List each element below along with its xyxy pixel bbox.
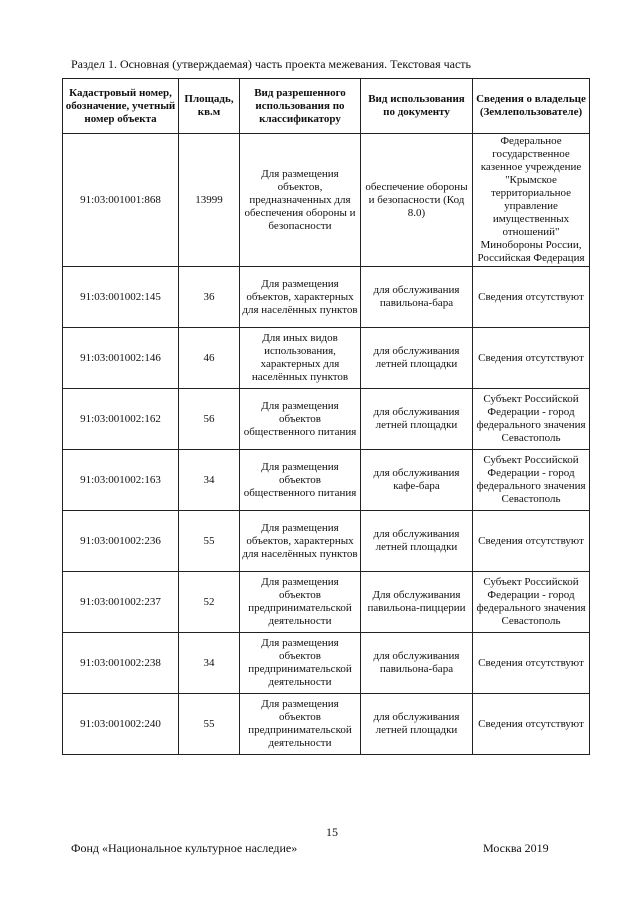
cell-area: 56 <box>179 389 240 450</box>
cell-doc-use: обеспечение обороны и безопасности (Код 8.0) <box>361 134 473 267</box>
cell-permitted-use: Для размещения объектов общественного питания <box>240 389 361 450</box>
cell-owner: Субъект Российской Федерации - город федерального значения Севастополь <box>473 572 590 633</box>
cell-owner: Сведения отсутствуют <box>473 328 590 389</box>
cell-owner: Сведения отсутствуют <box>473 694 590 755</box>
cell-permitted-use: Для размещения объектов предпринимательской деятельности <box>240 572 361 633</box>
cell-owner: Субъект Российской Федерации - город федерального значения Севастополь <box>473 450 590 511</box>
cell-doc-use: для обслуживания летней площадки <box>361 694 473 755</box>
cell-doc-use: для обслуживания летней площадки <box>361 389 473 450</box>
cell-permitted-use: Для размещения объектов, характерных для населённых пунктов <box>240 267 361 328</box>
table-header-row <box>63 79 590 134</box>
cell-cadastral: 91:03:001002:236 <box>63 511 179 572</box>
cell-cadastral: 91:03:001002:163 <box>63 450 179 511</box>
cell-area: 55 <box>179 694 240 755</box>
cell-doc-use: для обслуживания павильона-бара <box>361 633 473 694</box>
table-row <box>63 694 590 755</box>
cell-area: 34 <box>179 633 240 694</box>
cell-permitted-use: Для размещения объектов общественного питания <box>240 450 361 511</box>
cell-doc-use: Для обслуживания павильона-пиццерии <box>361 572 473 633</box>
header-area: Площадь, кв.м <box>179 79 240 134</box>
cell-owner: Сведения отсутствуют <box>473 633 590 694</box>
cell-cadastral: 91:03:001002:162 <box>63 389 179 450</box>
table-row <box>63 572 590 633</box>
section-title: Раздел 1. Основная (утверждаемая) часть проекта межевания. Текстовая часть <box>71 57 472 71</box>
cell-owner: Федеральное государственное казенное учреждение "Крымское территориальное управление имущественных отношений" Минобороны России, Российская Федерация <box>473 134 590 267</box>
cell-permitted-use: Для размещения объектов предпринимательской деятельности <box>240 633 361 694</box>
cell-doc-use: для обслуживания летней площадки <box>361 328 473 389</box>
header-owner: Сведения о владельце (Землепользователе) <box>473 79 590 134</box>
land-plots-table <box>62 78 590 755</box>
table-row <box>63 267 590 328</box>
cell-cadastral: 91:03:001002:240 <box>63 694 179 755</box>
table-row <box>63 450 590 511</box>
table-row <box>63 633 590 694</box>
cell-area: 46 <box>179 328 240 389</box>
cell-area: 34 <box>179 450 240 511</box>
cell-permitted-use: Для размещения объектов предпринимательской деятельности <box>240 694 361 755</box>
footer-organization: Фонд «Национальное культурное наследие» <box>71 841 298 855</box>
page-number: 15 <box>326 825 338 839</box>
cell-doc-use: для обслуживания павильона-бара <box>361 267 473 328</box>
table-row <box>63 389 590 450</box>
header-cadastral: Кадастровый номер, обозначение, учетный номер объекта <box>63 79 179 134</box>
cell-cadastral: 91:03:001002:237 <box>63 572 179 633</box>
table-row <box>63 134 590 267</box>
cell-permitted-use: Для иных видов использования, характерных для населённых пунктов <box>240 328 361 389</box>
cell-cadastral: 91:03:001002:146 <box>63 328 179 389</box>
footer-city-year: Москва 2019 <box>483 841 549 855</box>
cell-cadastral: 91:03:001001:868 <box>63 134 179 267</box>
cell-doc-use: для обслуживания кафе-бара <box>361 450 473 511</box>
cell-area: 13999 <box>179 134 240 267</box>
cell-doc-use: для обслуживания летней площадки <box>361 511 473 572</box>
cell-cadastral: 91:03:001002:238 <box>63 633 179 694</box>
header-doc-use: Вид использования по документу <box>361 79 473 134</box>
cell-area: 52 <box>179 572 240 633</box>
cell-area: 55 <box>179 511 240 572</box>
cell-owner: Субъект Российской Федерации - город федерального значения Севастополь <box>473 389 590 450</box>
header-permitted-use: Вид разрешенного использования по классификатору <box>240 79 361 134</box>
cell-cadastral: 91:03:001002:145 <box>63 267 179 328</box>
cell-area: 36 <box>179 267 240 328</box>
cell-permitted-use: Для размещения объектов, характерных для населённых пунктов <box>240 511 361 572</box>
table-row <box>63 511 590 572</box>
cell-permitted-use: Для размещения объектов, предназначенных для обеспечения обороны и безопасности <box>240 134 361 267</box>
cell-owner: Сведения отсутствуют <box>473 267 590 328</box>
table-row <box>63 328 590 389</box>
cell-owner: Сведения отсутствуют <box>473 511 590 572</box>
